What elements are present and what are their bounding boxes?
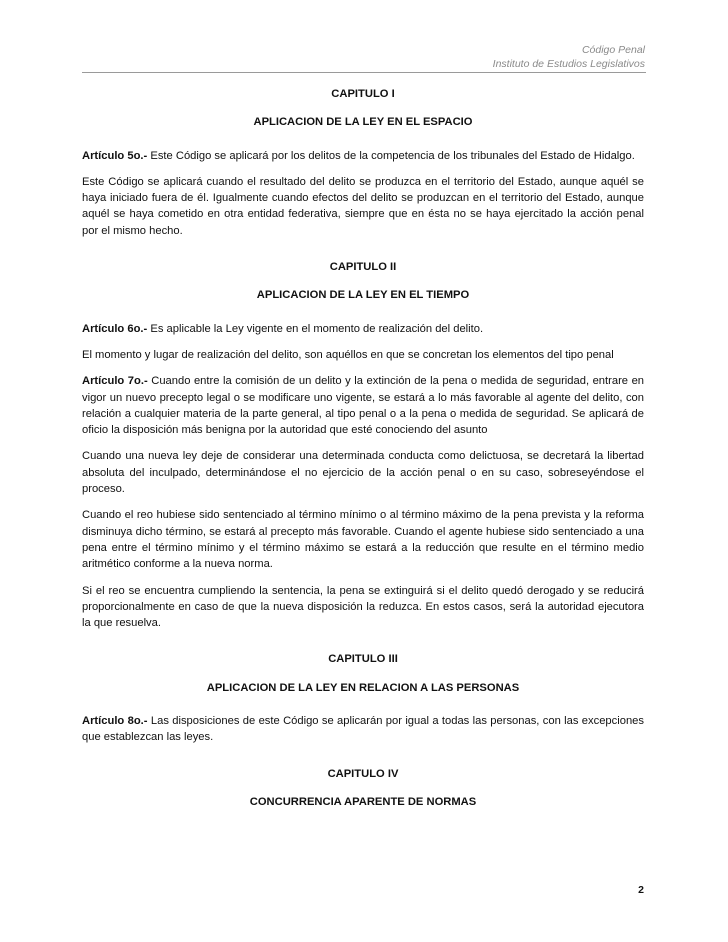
article-label: Artículo 7o.- [82, 375, 148, 388]
chapter-number: CAPITULO III [328, 653, 398, 666]
article-paragraph [82, 321, 644, 337]
article-text: Este Código se aplicará por los delitos de la competencia de los tribunales del Estado de Hidalgo. [147, 149, 635, 162]
chapter-title: APLICACION DE LA LEY EN EL ESPACIO [253, 116, 473, 129]
chapter-number: CAPITULO I [331, 88, 395, 100]
running-header [493, 43, 645, 71]
article-label: Artículo 8o.- [82, 715, 148, 728]
body-paragraph: Este Código se aplicará cuando el resultado del delito se produzca en el territorio del Estado, aunque aquél se haya iniciado fuera de él. Igualmente cuando efectos del delito se produzcan en el territorio del Estado, aunque aquél se haya cometido en otra entidad federativa, siempre que en ésta no se haya ejercitado la acción penal por el mismo hecho. [82, 175, 644, 237]
header-divider [82, 72, 646, 73]
article-label: Artículo 5o.- [82, 149, 148, 162]
header-institute: Instituto de Estudios Legislativos [492, 58, 645, 70]
chapter-1 [82, 86, 644, 239]
body-paragraph: Cuando el reo hubiese sido sentenciado al término mínimo o al término máximo de la pena prevista y la reforma disminuya dicho término, se estará al precepto más favorable. Cuando el agente hubiese sido sentenciado a una pena entre el término mínimo y el término máximo se estará a la reducción que resulte en el término medio aritmético conforme a la nueva norma. [82, 509, 644, 571]
article-label: Artículo 6o.- [82, 322, 148, 335]
chapter-2 [82, 259, 644, 631]
document-body [82, 86, 644, 827]
chapter-title: CONCURRENCIA APARENTE DE NORMAS [249, 795, 477, 808]
chapter-number: CAPITULO IV [327, 767, 399, 780]
body-paragraph: Si el reo se encuentra cumpliendo la sentencia, la pena se extinguirá si el delito quedó derogado y se reducirá proporcionalmente en caso de que la nueva disposición la reduzca. En estos casos, será la autoridad ejecutora la que resuelva. [82, 584, 644, 630]
article-text: Es aplicable la Ley vigente en el momento de realización del delito. [147, 322, 484, 335]
chapter-4 [82, 766, 644, 811]
header-document-title: Código Penal [581, 44, 645, 56]
page-number: 2 [638, 884, 644, 896]
article-paragraph [82, 713, 644, 746]
chapter-number: CAPITULO II [329, 261, 397, 274]
body-paragraph: El momento y lugar de realización del delito, son aquéllos en que se concretan los elementos del tipo penal [82, 348, 614, 361]
body-paragraph: Cuando una nueva ley deje de considerar una determinada conducta como delictuosa, se decretará la libertad absoluta del inculpado, determinándose el no ejercicio de la acción penal o en su caso, sobreseyéndose el proceso. [82, 450, 644, 496]
article-text: Las disposiciones de este Código se aplicarán por igual a todas las personas, con las excepciones que establezcan las leyes. [82, 715, 644, 744]
article-paragraph [82, 148, 644, 164]
chapter-title: APLICACION DE LA LEY EN EL TIEMPO [256, 289, 470, 302]
article-text: Cuando entre la comisión de un delito y la extinción de la pena o medida de seguridad, entrare en vigor un nuevo precepto legal o se modificare uno vigente, se estará a lo más favorable al agente del delito, con relación a cualquier materia de la parte general, al tipo penal o a la pena o medida de seguridad. Se aplicará de oficio la disposición más benigna por la autoridad que esté conociendo del asunto [82, 375, 645, 437]
chapter-title: APLICACION DE LA LEY EN RELACION A LAS PERSONAS [206, 681, 520, 694]
article-paragraph [82, 373, 644, 438]
chapter-3 [82, 651, 644, 745]
